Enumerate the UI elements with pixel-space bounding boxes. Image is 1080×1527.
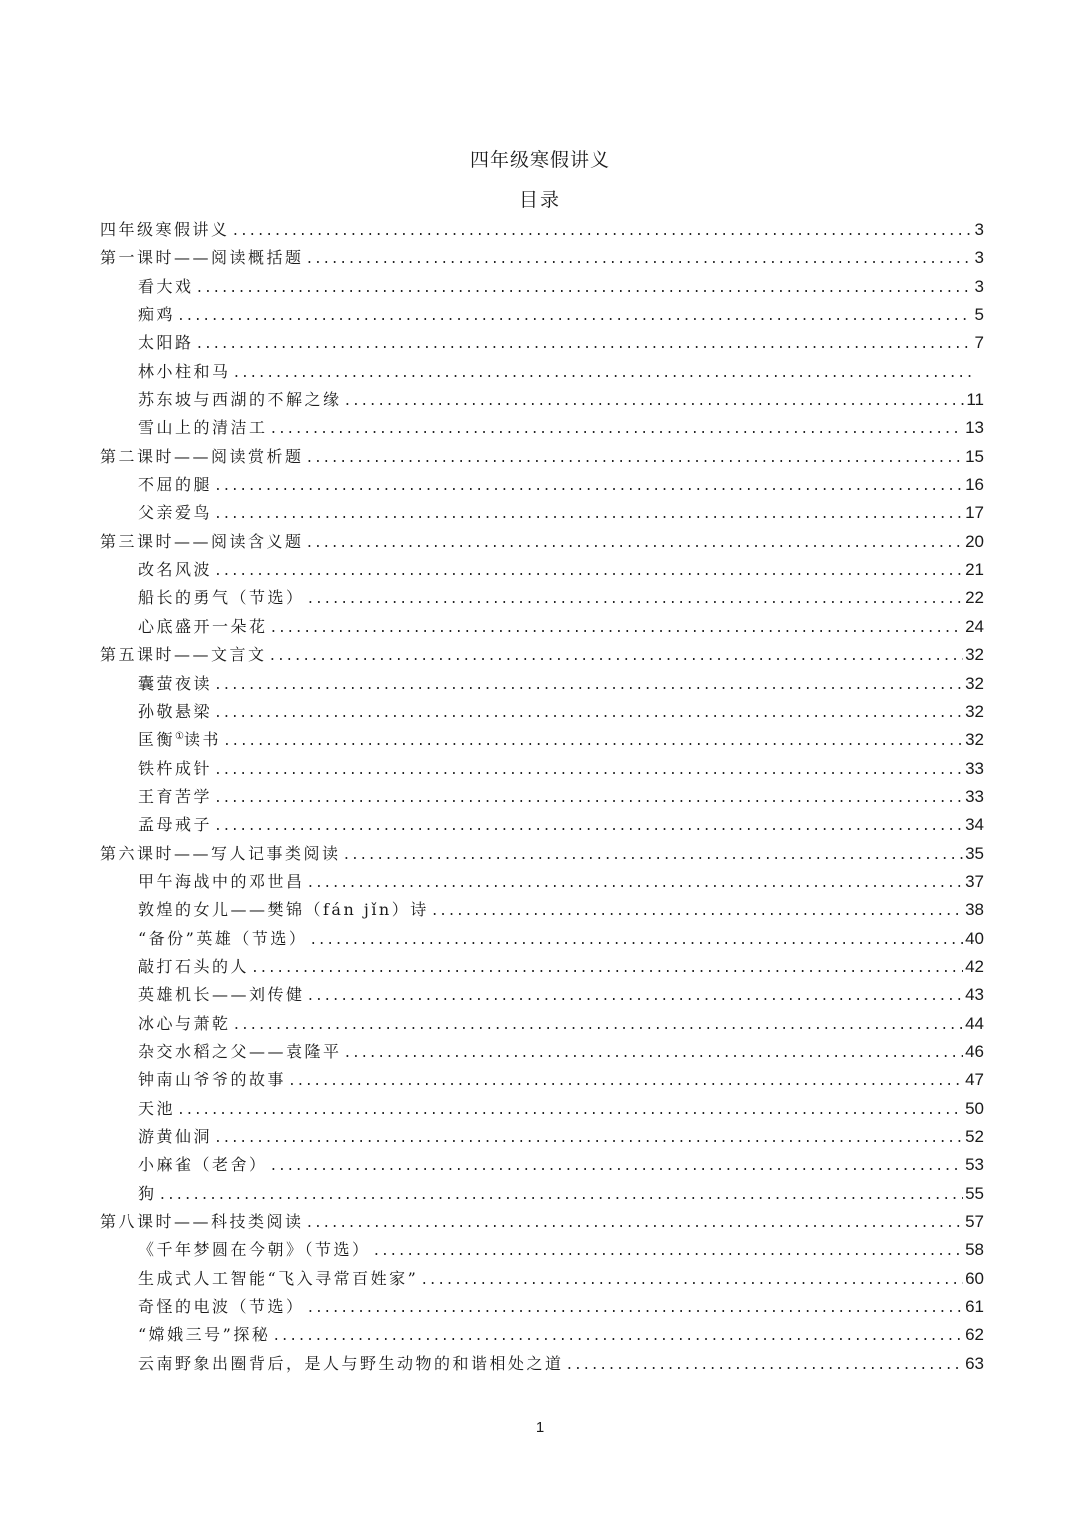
- toc-entry-title: [138, 386, 342, 414]
- toc-entry-title: [138, 726, 221, 754]
- toc-section-entry[interactable]: [100, 556, 984, 584]
- dot-leader: [344, 1040, 964, 1066]
- dot-leader: [307, 586, 964, 612]
- toc-entry-title-text: 英雄机长——刘传健: [138, 985, 305, 1005]
- toc-section-entry[interactable]: [100, 329, 984, 357]
- dot-leader: [177, 1097, 963, 1123]
- dot-leader: [269, 643, 964, 669]
- toc-entry-title-text: 孟母戒子: [138, 815, 213, 835]
- toc-page-number: 40: [965, 928, 984, 948]
- toc-page-number: 55: [965, 1183, 984, 1203]
- toc-section-entry[interactable]: [100, 386, 984, 414]
- dot-leader: [214, 1125, 963, 1151]
- dot-leader: [566, 1352, 964, 1378]
- toc-page-number: 35: [965, 843, 984, 863]
- toc-entry-title-text: 林小柱和马: [138, 361, 231, 381]
- toc-page-number: 33: [965, 786, 984, 806]
- dot-leader: [214, 558, 963, 584]
- toc-chapter-entry[interactable]: [100, 244, 984, 272]
- toc-entry-title: [138, 896, 429, 924]
- toc-heading: 目录: [518, 189, 561, 211]
- toc-page-number: 32: [965, 730, 984, 750]
- toc-section-entry[interactable]: [100, 1321, 984, 1349]
- toc-entry-title-text: “嫦娥三号”探秘: [138, 1325, 271, 1345]
- dot-leader: [177, 303, 972, 329]
- toc-page-number: 3: [974, 248, 984, 268]
- toc-section-entry[interactable]: [100, 301, 984, 329]
- toc-section-entry[interactable]: [100, 811, 984, 839]
- toc-entry-title: [138, 755, 212, 783]
- dot-leader: [306, 1210, 964, 1236]
- toc-entry-title-text: 雪山上的清洁工: [138, 418, 268, 438]
- dot-leader: [214, 813, 963, 839]
- toc-entry-title-text: 不屈的腿: [138, 475, 213, 495]
- toc-entry-title: [100, 244, 304, 272]
- dot-leader: [214, 672, 963, 698]
- toc-section-entry[interactable]: [100, 1038, 984, 1066]
- dot-leader: [306, 246, 972, 272]
- toc-page-number: 32: [965, 673, 984, 693]
- toc-entry-title: [138, 925, 307, 953]
- toc-chapter-entry[interactable]: [100, 840, 984, 868]
- toc-entry-title-text: 杂交水稻之父——袁隆平: [138, 1041, 342, 1061]
- dot-leader: [270, 1153, 964, 1179]
- toc-page-number: 32: [965, 701, 984, 721]
- dot-leader: [223, 728, 963, 754]
- toc-page-number: 50: [965, 1098, 984, 1118]
- toc-section-entry[interactable]: [100, 1010, 984, 1038]
- dot-leader: [214, 501, 963, 527]
- toc-chapter-entry[interactable]: [100, 528, 984, 556]
- toc-entry-title: [100, 840, 341, 868]
- document-title: 四年级寒假讲义: [469, 149, 610, 171]
- dot-leader: [309, 927, 963, 953]
- toc-section-entry[interactable]: [100, 1265, 984, 1293]
- toc-page-number: 16: [965, 475, 984, 495]
- dot-leader: [232, 218, 972, 244]
- toc-entry-title-text: 第八课时——科技类阅读: [100, 1212, 304, 1232]
- toc-entry-title-text: 太阳路: [138, 333, 194, 353]
- toc-page-number: 61: [965, 1297, 984, 1317]
- toc-entry-title: [138, 953, 249, 981]
- toc-section-entry[interactable]: [100, 953, 984, 981]
- toc-section-entry[interactable]: [100, 584, 984, 612]
- toc-entry-title: [100, 443, 304, 471]
- toc-page-number: 37: [965, 871, 984, 891]
- toc-page-number: 17: [965, 503, 984, 523]
- toc-entry-title-text: 天池: [138, 1098, 176, 1118]
- toc-entry-title-text: 甲午海战中的邓世昌: [138, 871, 305, 891]
- toc-entry-title-text: 第二课时——阅读赏析题: [100, 446, 304, 466]
- dot-leader: [307, 870, 964, 896]
- toc-entry-title: [138, 499, 212, 527]
- toc-entry-title: [138, 1236, 371, 1264]
- toc-section-entry[interactable]: [100, 1151, 984, 1179]
- toc-chapter-entry[interactable]: [100, 1208, 984, 1236]
- toc-entry-title: [100, 1208, 304, 1236]
- footnote-marker: ①: [175, 731, 184, 743]
- toc-section-entry[interactable]: [100, 471, 984, 499]
- toc-entry-title-text: 生成式人工智能“飞入寻常百姓家”: [138, 1268, 419, 1288]
- toc-entry-title-text: 王育苦学: [138, 786, 213, 806]
- dot-leader: [307, 983, 964, 1009]
- toc-page-number: 63: [965, 1353, 984, 1373]
- toc-chapter-entry[interactable]: [100, 641, 984, 669]
- toc-entry-title: [138, 1350, 564, 1378]
- toc-entry-title-text: 痴鸡: [138, 305, 176, 325]
- toc-entry-title-text: 第五课时——文言文: [100, 645, 267, 665]
- dot-leader: [431, 898, 963, 924]
- toc-entry-title: [138, 1293, 305, 1321]
- toc-section-entry[interactable]: [100, 868, 984, 896]
- toc-page-number: 13: [965, 418, 984, 438]
- toc-entry-title: [138, 1265, 418, 1293]
- dot-leader: [373, 1238, 964, 1264]
- toc-entry-title: [138, 273, 194, 301]
- toc-page-number: 47: [965, 1070, 984, 1090]
- toc-entry-title-text: 心底盛开一朵花: [138, 616, 268, 636]
- toc-page-number: 58: [965, 1240, 984, 1260]
- toc-page-number: 62: [965, 1325, 984, 1345]
- toc-entry-title-text: 奇怪的电波（节选）: [138, 1297, 305, 1317]
- dot-leader: [233, 360, 972, 386]
- toc-entry-title-text: 看大戏: [138, 276, 194, 296]
- toc-section-entry[interactable]: [100, 1236, 984, 1264]
- toc-entry-title: [138, 1038, 342, 1066]
- dot-leader: [233, 1012, 964, 1038]
- toc-page-number: 44: [965, 1013, 984, 1033]
- toc-entry-title: [138, 584, 305, 612]
- toc-page-number: 24: [965, 616, 984, 636]
- toc-entry-title: [138, 1123, 212, 1151]
- dot-leader: [420, 1267, 963, 1293]
- toc-entry-title: [138, 613, 268, 641]
- toc-page-number: 60: [965, 1268, 984, 1288]
- toc-entry-title-text: 第三课时——阅读含义题: [100, 531, 304, 551]
- toc-page-number: 7: [974, 333, 984, 353]
- toc-entry-title: [138, 301, 175, 329]
- dot-leader: [343, 842, 964, 868]
- toc-entry-title: [138, 811, 212, 839]
- toc-section-entry[interactable]: [100, 1123, 984, 1151]
- toc-page-number: 46: [965, 1041, 984, 1061]
- dot-leader: [214, 473, 963, 499]
- toc-page-number: 38: [965, 900, 984, 920]
- toc-entry-title: [138, 556, 212, 584]
- dot-leader: [307, 1295, 964, 1321]
- toc-page-number: 52: [965, 1127, 984, 1146]
- toc-page-number: 11: [966, 390, 984, 410]
- toc-entry-title-text: 第六课时——写人记事类阅读: [100, 843, 341, 863]
- toc-section-entry[interactable]: [100, 925, 984, 953]
- toc-section-entry[interactable]: [100, 670, 984, 698]
- toc-section-entry[interactable]: [100, 981, 984, 1009]
- toc-entry-title-text: 苏东坡与西湖的不解之缘: [138, 390, 342, 410]
- dot-leader: [270, 615, 964, 641]
- toc-entry-title-text: 父亲爱鸟: [138, 503, 213, 523]
- toc-entry-title: [138, 1066, 286, 1094]
- table-of-contents: [100, 216, 984, 1378]
- dot-leader: [159, 1182, 964, 1208]
- dot-leader: [272, 1323, 963, 1349]
- toc-entry-title-text: 囊萤夜读: [138, 673, 213, 693]
- dot-leader: [306, 530, 964, 556]
- toc-page-number: 5: [974, 305, 984, 325]
- toc-section-entry[interactable]: [100, 1066, 984, 1094]
- toc-section-entry[interactable]: [100, 698, 984, 726]
- toc-entry-title: [138, 471, 212, 499]
- toc-entry-title-text: 钟南山爷爷的故事: [138, 1070, 287, 1090]
- toc-entry-title: [138, 698, 212, 726]
- toc-entry-title-text: 匡衡: [138, 730, 176, 750]
- dot-leader: [196, 331, 972, 357]
- toc-section-entry[interactable]: [100, 358, 984, 386]
- toc-section-entry[interactable]: [100, 726, 984, 754]
- toc-entry-title-text: 小麻雀（老舍）: [138, 1155, 268, 1175]
- toc-entry-title: [138, 783, 212, 811]
- toc-chapter-entry[interactable]: [100, 443, 984, 471]
- toc-entry-title: [138, 329, 194, 357]
- toc-page-number: 33: [965, 758, 984, 778]
- toc-entry-title: [138, 1010, 231, 1038]
- toc-entry-title-text: 《千年梦圆在今朝》（节选）: [138, 1240, 371, 1260]
- dot-leader: [306, 445, 964, 471]
- toc-entry-title: [138, 868, 305, 896]
- toc-entry-title-text: 改名风波: [138, 560, 213, 580]
- toc-entry-title-text: 敦煌的女儿——樊锦（fán jǐn）诗: [138, 900, 429, 920]
- toc-section-entry[interactable]: [100, 1293, 984, 1321]
- toc-page-number: 3: [974, 276, 984, 296]
- toc-page-number: 42: [965, 956, 984, 976]
- toc-entry-title: [138, 1180, 157, 1208]
- toc-entry-title-text: 第一课时——阅读概括题: [100, 248, 304, 268]
- toc-page-number: 3: [974, 220, 984, 239]
- dot-leader: [251, 955, 963, 981]
- toc-page-number: 34: [965, 815, 984, 835]
- toc-page-number: 20: [965, 531, 984, 551]
- toc-section-entry[interactable]: [100, 755, 984, 783]
- toc-section-entry[interactable]: [100, 1095, 984, 1123]
- toc-entry-title-text: 读书: [183, 730, 221, 750]
- toc-section-entry[interactable]: [100, 783, 984, 811]
- toc-entry-title: [138, 670, 212, 698]
- toc-entry-title-text: 孙敬悬梁: [138, 701, 213, 721]
- toc-section-entry[interactable]: [100, 1350, 984, 1378]
- toc-section-entry[interactable]: [100, 499, 984, 527]
- page-number: 1: [535, 1419, 545, 1436]
- toc-entry-title-text: “备份”英雄（节选）: [138, 928, 308, 948]
- toc-entry-title: [100, 641, 267, 669]
- toc-entry-title: [138, 358, 231, 386]
- dot-leader: [344, 388, 965, 414]
- toc-entry-title: [138, 1095, 175, 1123]
- toc-entry-title-text: 船长的勇气（节选）: [138, 588, 305, 608]
- toc-section-entry[interactable]: [100, 1180, 984, 1208]
- toc-entry-title: [138, 414, 268, 442]
- toc-entry-title-text: 四年级寒假讲义: [100, 220, 230, 239]
- toc-entry-title: [138, 1151, 268, 1179]
- toc-chapter-entry[interactable]: [100, 216, 984, 244]
- toc-entry-title-text: 狗: [138, 1183, 157, 1203]
- toc-page-number: 43: [965, 985, 984, 1005]
- toc-page-number: 32: [965, 645, 984, 665]
- toc-page-number: 53: [965, 1155, 984, 1175]
- toc-section-entry[interactable]: [100, 414, 984, 442]
- dot-leader: [288, 1068, 963, 1094]
- toc-page-number: 21: [965, 560, 984, 580]
- toc-section-entry[interactable]: [100, 273, 984, 301]
- dot-leader: [214, 757, 963, 783]
- dot-leader: [214, 785, 963, 811]
- toc-entry-title: [100, 528, 304, 556]
- toc-section-entry[interactable]: [100, 613, 984, 641]
- dot-leader: [196, 275, 972, 301]
- toc-entry-title: [100, 216, 230, 244]
- toc-page-number: 57: [965, 1212, 984, 1232]
- toc-entry-title-text: 冰心与萧乾: [138, 1013, 231, 1033]
- toc-entry-title-text: 游黄仙洞: [138, 1127, 213, 1146]
- toc-section-entry[interactable]: [100, 896, 984, 924]
- dot-leader: [270, 416, 964, 442]
- toc-entry-title-text: 铁杵成针: [138, 758, 213, 778]
- dot-leader: [214, 700, 963, 726]
- toc-entry-title-text: 云南野象出圈背后，是人与野生动物的和谐相处之道: [138, 1353, 564, 1373]
- toc-page-number: 15: [965, 446, 984, 466]
- toc-page-number: 22: [965, 588, 984, 608]
- toc-entry-title: [138, 981, 305, 1009]
- toc-entry-title: [138, 1321, 270, 1349]
- toc-entry-title-text: 敲打石头的人: [138, 956, 250, 976]
